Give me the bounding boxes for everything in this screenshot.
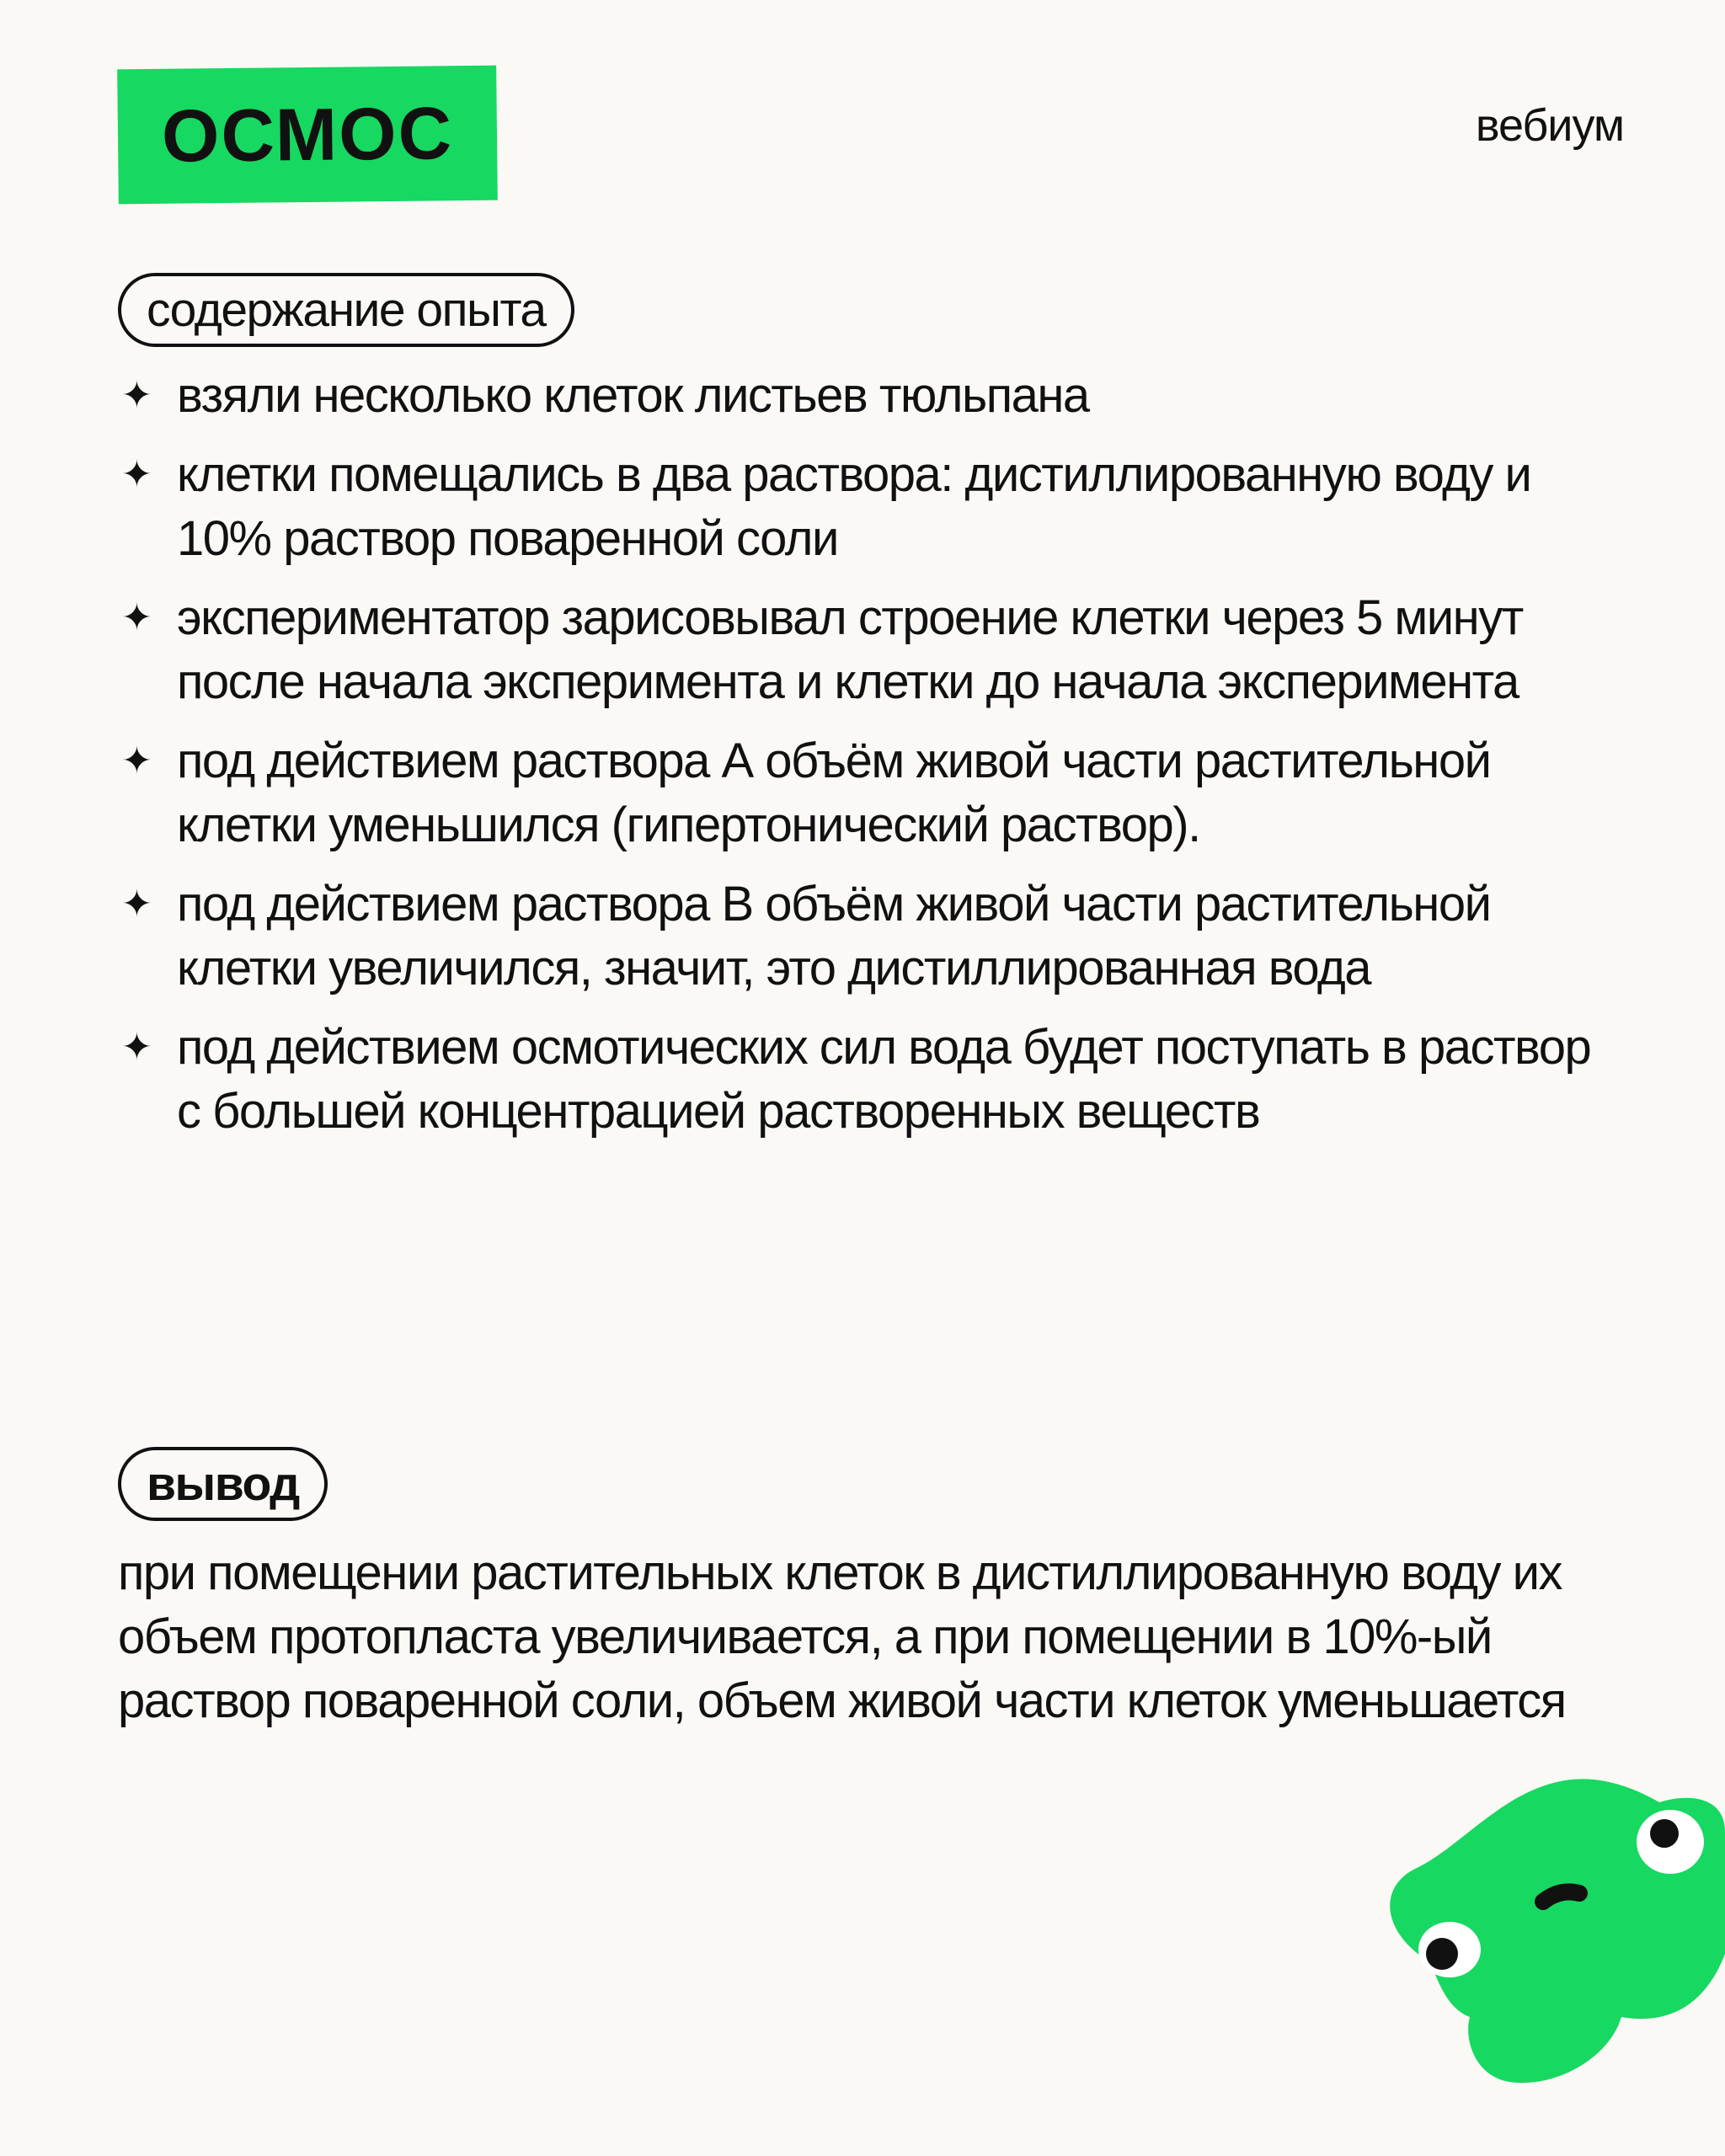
mascot-pupil-right: [1650, 1819, 1679, 1848]
star-bullet-icon: ✦: [121, 454, 152, 495]
list-item-text: под действием раствора А объём живой части растительной клетки уменьшился (гипертонический раствор).: [177, 734, 1491, 852]
list-item: [118, 586, 1626, 714]
list-item: [118, 443, 1626, 571]
conclusion-text: при помещении растительных клеток в дистиллированную воду их объем протопласта увеличивается, а при помещении в 10%-ый раствор поваренной соли, объем живой части клеток уменьшается: [118, 1545, 1566, 1728]
bullet-list: [118, 364, 1626, 1159]
list-item: [118, 364, 1626, 428]
page-title: ОСМОС: [161, 91, 454, 178]
list-item-text: взяли несколько клеток листьев тюльпана: [177, 368, 1089, 423]
star-bullet-icon: ✦: [121, 375, 152, 416]
mascot-mouth: [1543, 1892, 1579, 1902]
brand-logo-text: вебиум: [1475, 100, 1624, 151]
star-bullet-icon: ✦: [121, 1027, 152, 1068]
list-item: [118, 1016, 1626, 1144]
title-highlight: [117, 66, 498, 205]
star-bullet-icon: ✦: [121, 740, 152, 782]
list-item-text: под действием раствора В объём живой части растительной клетки увеличился, значит, это дистиллированная вода: [177, 877, 1491, 995]
list-item-text: под действием осмотических сил вода будет поступать в раствор с большей концентрацией растворенных веществ: [177, 1020, 1591, 1139]
section-label-conclusion: вывод: [118, 1447, 328, 1521]
list-item: [118, 873, 1626, 1001]
star-bullet-icon: ✦: [121, 883, 152, 925]
list-item-text: экспериментатор зарисовывал строение клетки через 5 минут после начала эксперимента и клетки до начала эксперимента: [177, 590, 1523, 709]
section-label-content: содержание опыта: [118, 273, 574, 347]
list-item-text: клетки помещались в два раствора: дистиллированную воду и 10% раствор поваренной соли: [177, 447, 1531, 566]
mascot-pupil-left: [1426, 1938, 1458, 1970]
list-item: [118, 729, 1626, 857]
green-blob-mascot-icon: [1365, 1752, 1725, 2122]
star-bullet-icon: ✦: [121, 597, 152, 638]
